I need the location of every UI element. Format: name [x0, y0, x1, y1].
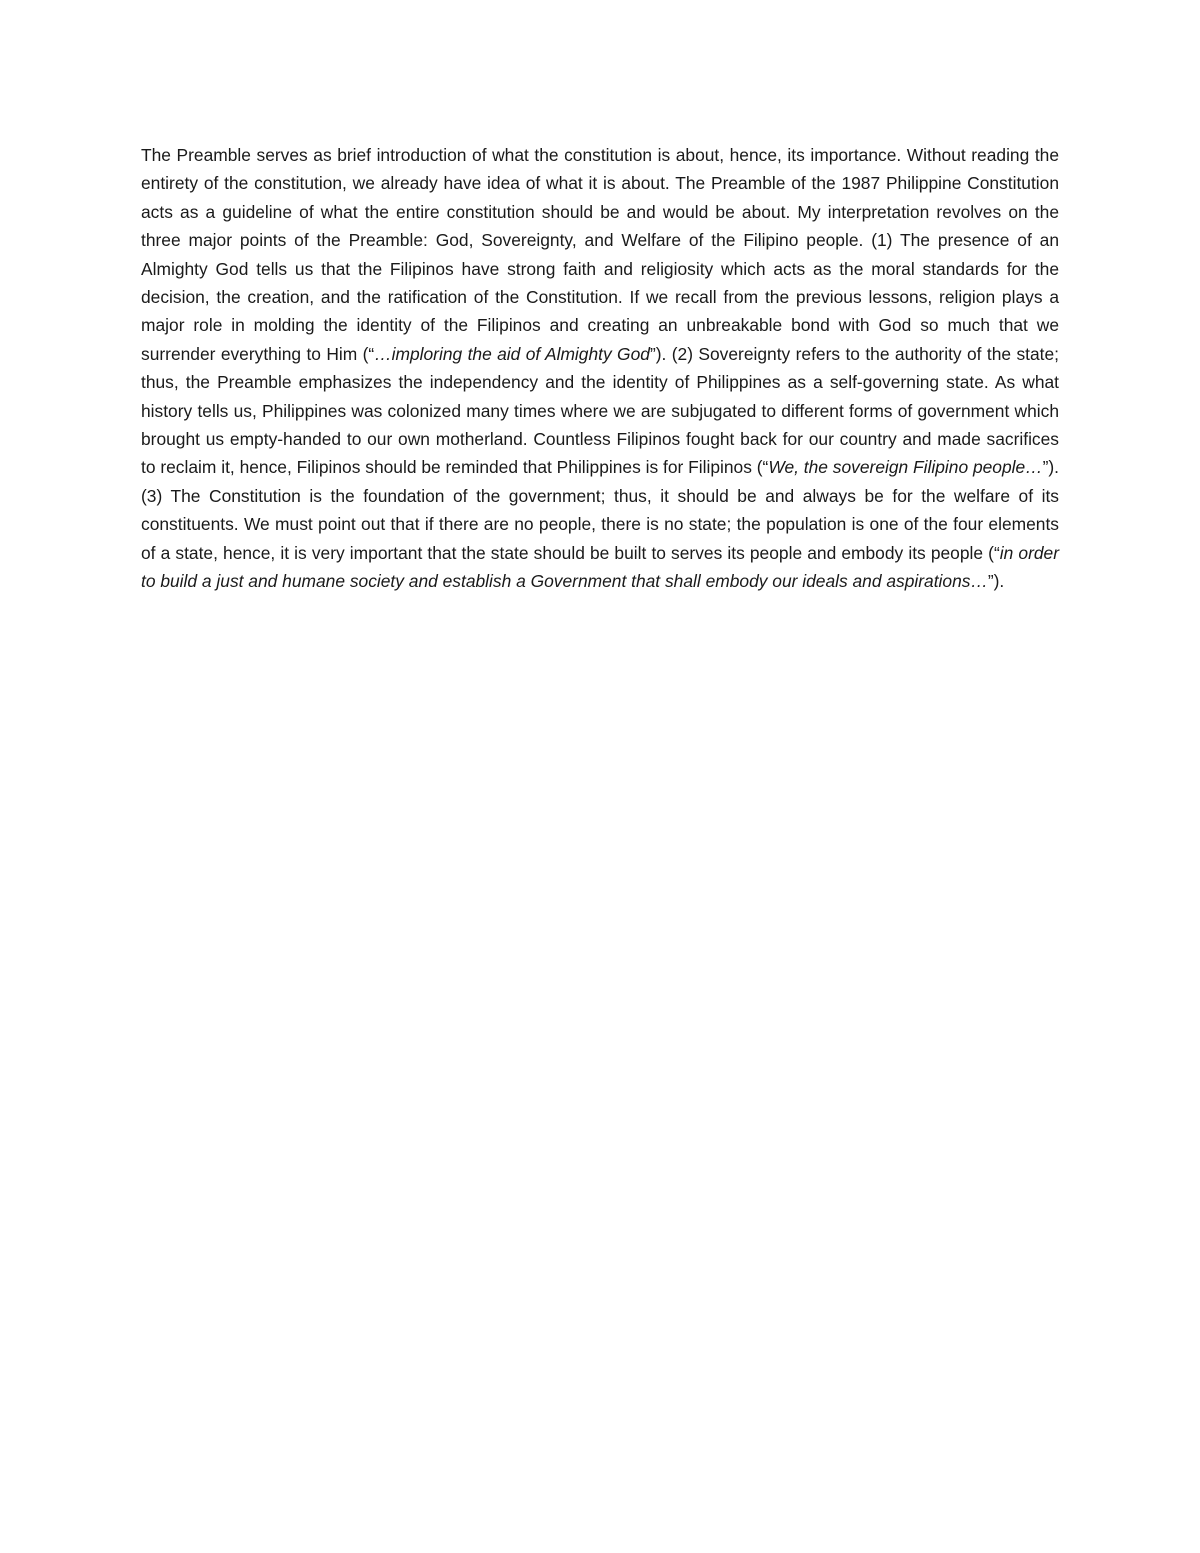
quote-just-humane-society: in order to build a just and humane society and establish a Government that shall embody our ideals and aspirations…	[141, 542, 1059, 592]
text-run: The Preamble serves as brief introduction of what the constitution is about, hence, its importance. Without reading the entirety of the constitution, we already have idea of what it is about. The Preamble of the 1987 Philippine Constitution acts as a guideline of what the entire constitution should be and would be about. My interpretation revolves on the three major points of the Preamble: God, Sovereignty, and Welfare of the Filipino people. (1) The presence of an Almighty God tells us that the Filipinos have strong faith and religiosity which acts as the moral standards for the decision, the creation, and the ratification of the Constitution. If we recall from the previous lessons, religion plays a major role in molding the identity of the Filipinos and creating an unbreakable bond with God so much that we surrender everything to Him (“	[141, 145, 1059, 364]
text-run: ”).	[987, 571, 1005, 592]
essay-paragraph	[141, 141, 1059, 596]
text-run: ”). (2) Sovereignty refers to the authority of the state; thus, the Preamble emphasizes the independency and the identity of Philippines as a self-governing state. As what history tells us, Philippines was colonized many times where we are subjugated to different forms of government which brought us empty-handed to our own motherland. Countless Filipinos fought back for our country and made sacrifices to reclaim it, hence, Filipinos should be reminded that Philippines is for Filipinos (“	[141, 343, 1059, 478]
text-run: ”). (3) The Constitution is the foundation of the government; thus, it should be and always be for the welfare of its constituents. We must point out that if there are no people, there is no state; the population is one of the four elements of a state, hence, it is very important that the state should be built to serves its people and embody its people (“	[141, 457, 1059, 563]
quote-imploring-aid: …imploring the aid of Almighty God	[374, 343, 650, 364]
quote-sovereign-people: We, the sovereign Filipino people…	[768, 457, 1043, 478]
